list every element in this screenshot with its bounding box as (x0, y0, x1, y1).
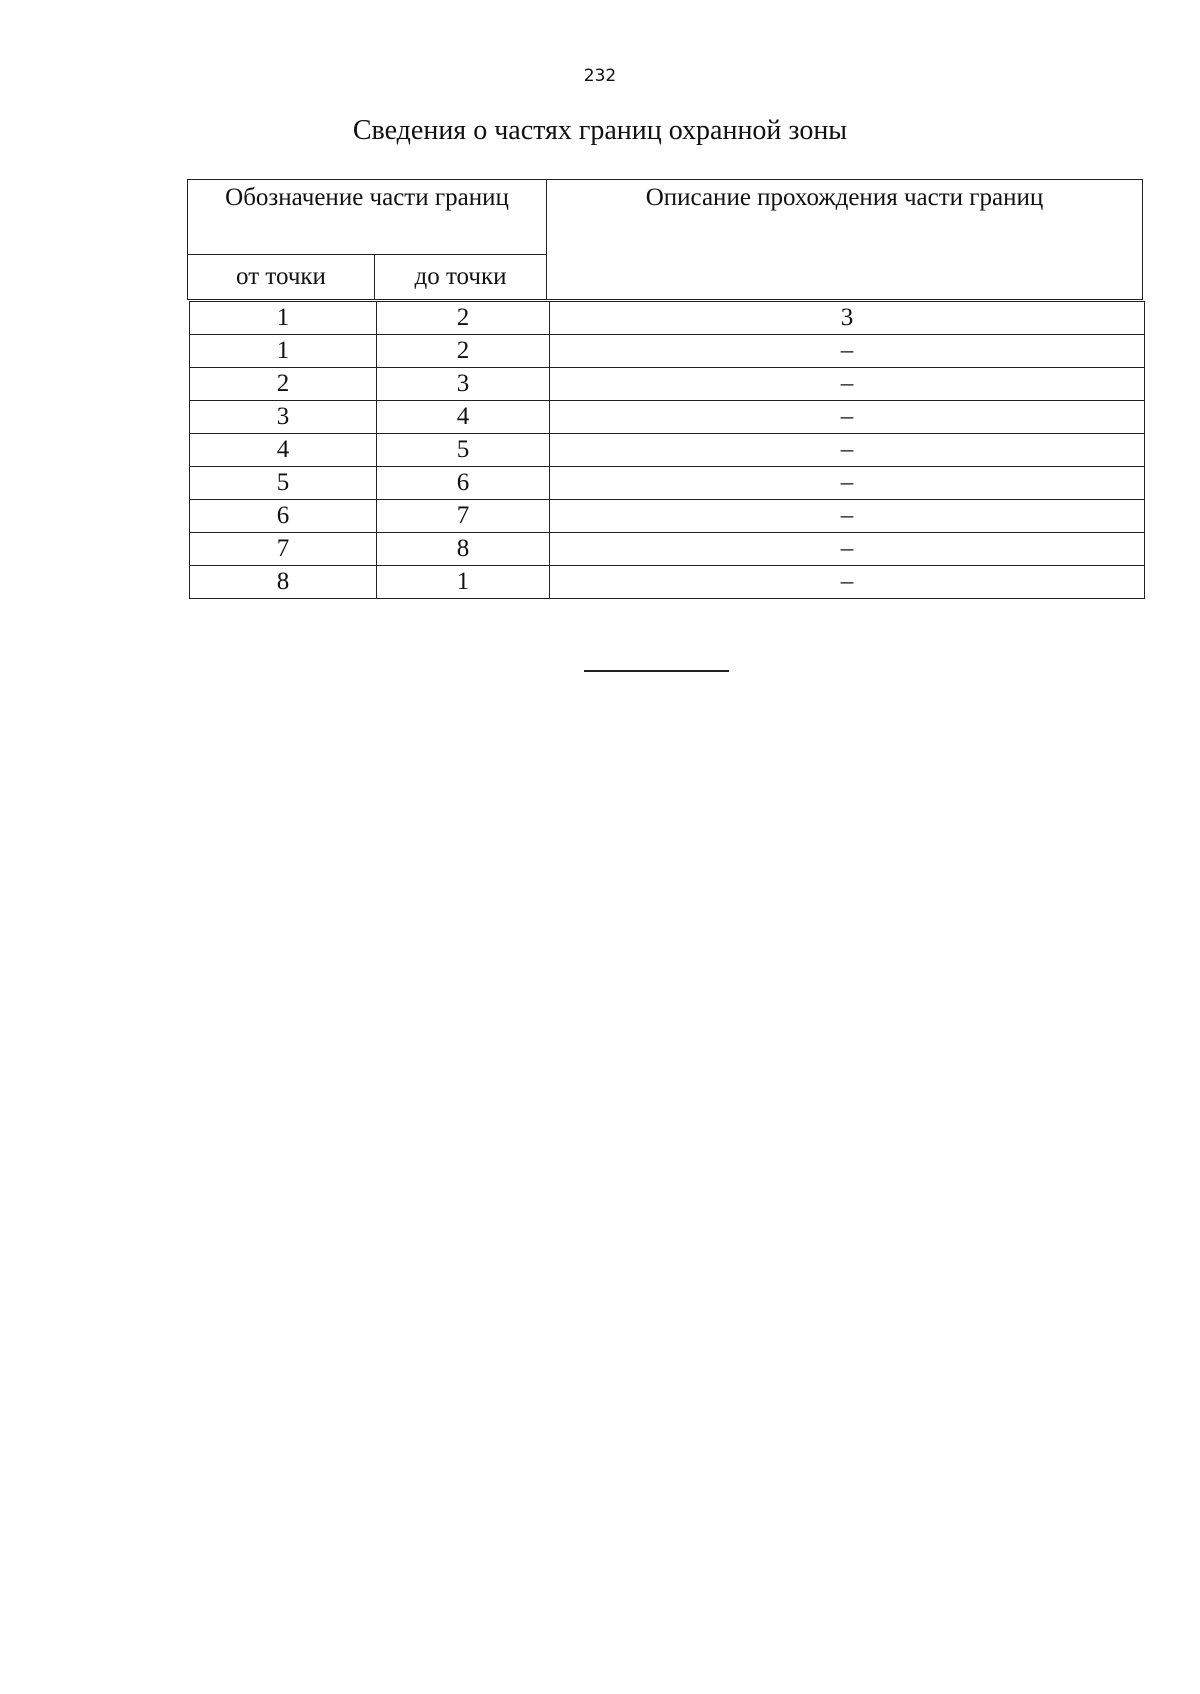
table-body (190, 302, 1145, 599)
table-row (190, 566, 1145, 599)
cell-to-point: 1 (377, 566, 550, 599)
cell-description: – (550, 335, 1145, 368)
table-row (190, 500, 1145, 533)
cell-to-point: 8 (377, 533, 550, 566)
cell-to-point: 4 (377, 401, 550, 434)
cell-from-point: 8 (190, 566, 377, 599)
page-title: Сведения о частях границ охранной зоны (352, 115, 848, 146)
table-row (190, 467, 1145, 500)
cell-description: – (550, 368, 1145, 401)
cell-to-point: 2 (377, 302, 550, 335)
header-boundary-description: Описание прохождения части границ (547, 180, 1143, 300)
cell-description: – (550, 434, 1145, 467)
header-boundary-designation: Обозначение части границ (188, 180, 547, 255)
cell-from-point: 6 (190, 500, 377, 533)
cell-from-point: 5 (190, 467, 377, 500)
cell-from-point: 2 (190, 368, 377, 401)
cell-description: – (550, 566, 1145, 599)
cell-description: 3 (550, 302, 1145, 335)
boundary-parts-table (189, 301, 1145, 599)
cell-to-point: 2 (377, 335, 550, 368)
cell-from-point: 1 (190, 302, 377, 335)
table-row (190, 434, 1145, 467)
header-from-point: от точки (188, 255, 375, 300)
cell-from-point: 4 (190, 434, 377, 467)
cell-from-point: 3 (190, 401, 377, 434)
cell-description: – (550, 500, 1145, 533)
cell-to-point: 7 (377, 500, 550, 533)
table-row (190, 368, 1145, 401)
table-row (190, 401, 1145, 434)
cell-from-point: 7 (190, 533, 377, 566)
cell-to-point: 3 (377, 368, 550, 401)
table-row (190, 533, 1145, 566)
cell-description: – (550, 401, 1145, 434)
cell-from-point: 1 (190, 335, 377, 368)
table-row (190, 302, 1145, 335)
cell-to-point: 6 (377, 467, 550, 500)
header-to-point: до точки (375, 255, 547, 300)
table-row (190, 335, 1145, 368)
cell-description: – (550, 467, 1145, 500)
page-number: 232 (583, 66, 617, 86)
end-divider (584, 670, 729, 672)
cell-description: – (550, 533, 1145, 566)
cell-to-point: 5 (377, 434, 550, 467)
table-header (187, 179, 1143, 300)
